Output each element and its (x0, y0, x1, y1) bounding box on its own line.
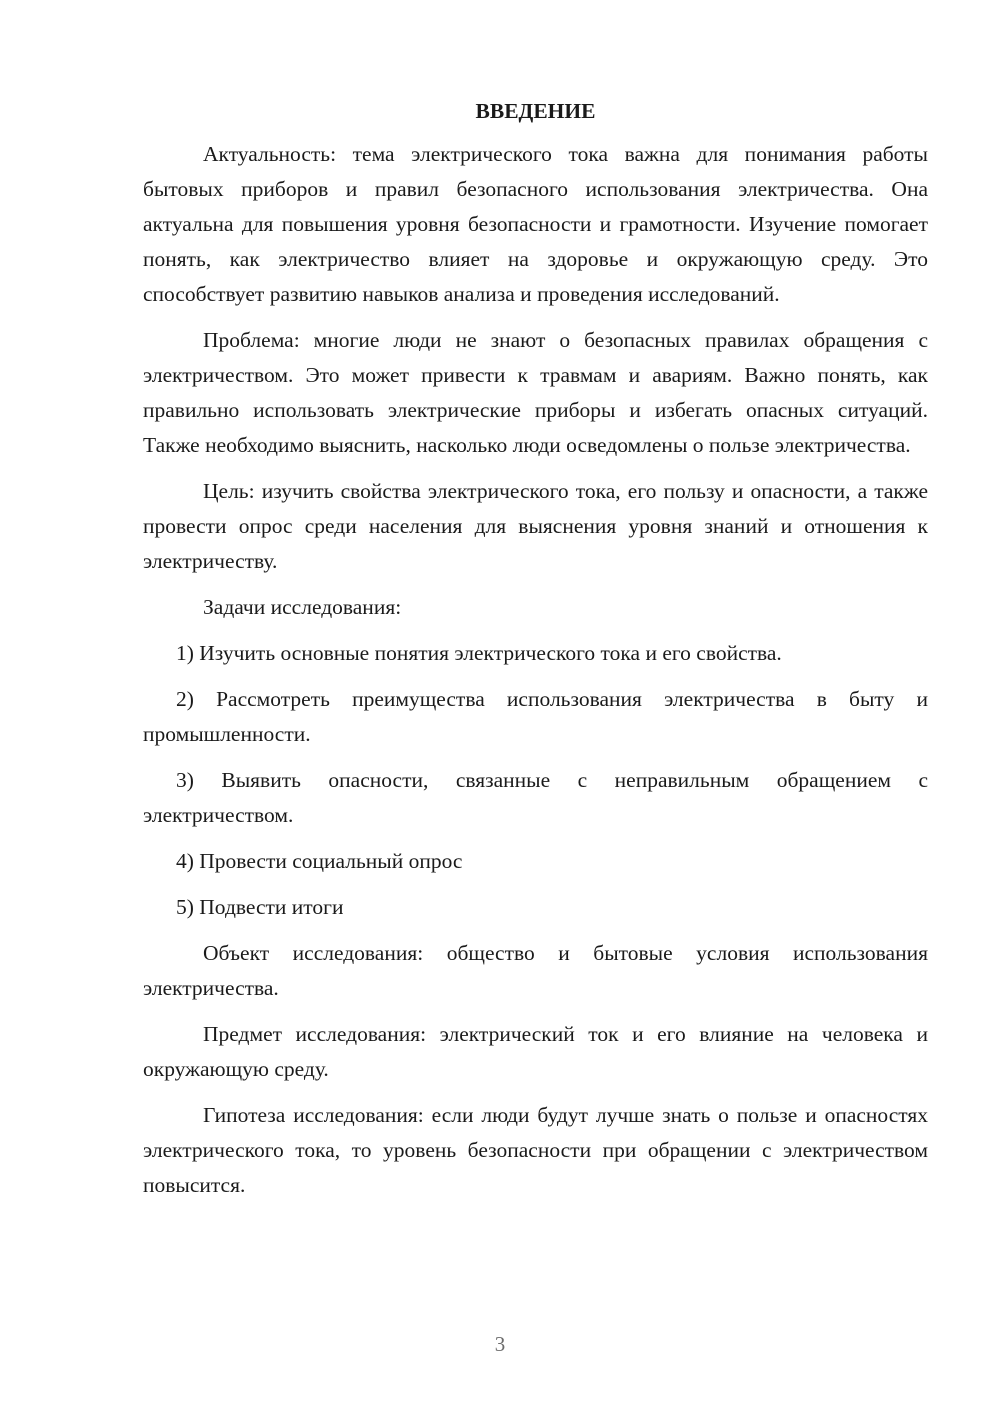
paragraph-subject: Предмет исследования: электрический ток и его влияние на человека и окружающую среду. (143, 1022, 928, 1081)
tasks-heading: Задачи исследования: (203, 595, 402, 619)
task-item: 5) Подвести итоги (176, 895, 344, 919)
paragraph-problem: Проблема: многие люди не знают о безопасных правилах обращения с электричеством. Это может привести к травмам и авариям. Важно понять, как правильно использовать электрические приборы и избегать опасных ситуаций. Также необходимо выяснить, насколько люди осведомлены о пользе электричества. (143, 328, 928, 457)
paragraph-object: Объект исследования: общество и бытовые условия использования электричества. (143, 941, 928, 1000)
paragraph-goal: Цель: изучить свойства электрического тока, его пользу и опасности, а также провести опрос среди населения для выяснения уровня знаний и отношения к электричеству. (143, 479, 928, 573)
paragraph-hypothesis: Гипотеза исследования: если люди будут лучше знать о пользе и опасностях электрического тока, то уровень безопасности при обращении с электричеством повысится. (143, 1103, 928, 1197)
page-number: 3 (494, 1332, 506, 1356)
section-title: ВВЕДЕНИЕ (475, 99, 596, 123)
task-item: 1) Изучить основные понятия электрического тока и его свойства. (176, 641, 782, 665)
task-item: 2) Рассмотреть преимущества использования электричества в быту и промышленности. (143, 687, 928, 746)
task-item: 3) Выявить опасности, связанные с неправильным обращением с электричеством. (143, 768, 928, 827)
task-item: 4) Провести социальный опрос (176, 849, 463, 873)
document-page (143, 94, 928, 1214)
paragraph-relevance: Актуальность: тема электрического тока важна для понимания работы бытовых приборов и правил безопасного использования электричества. Она актуальна для повышения уровня безопасности и грамотности. Изучение помогает понять, как электричество влияет на здоровье и окружающую среду. Это способствует развитию навыков анализа и проведения исследований. (143, 142, 928, 306)
